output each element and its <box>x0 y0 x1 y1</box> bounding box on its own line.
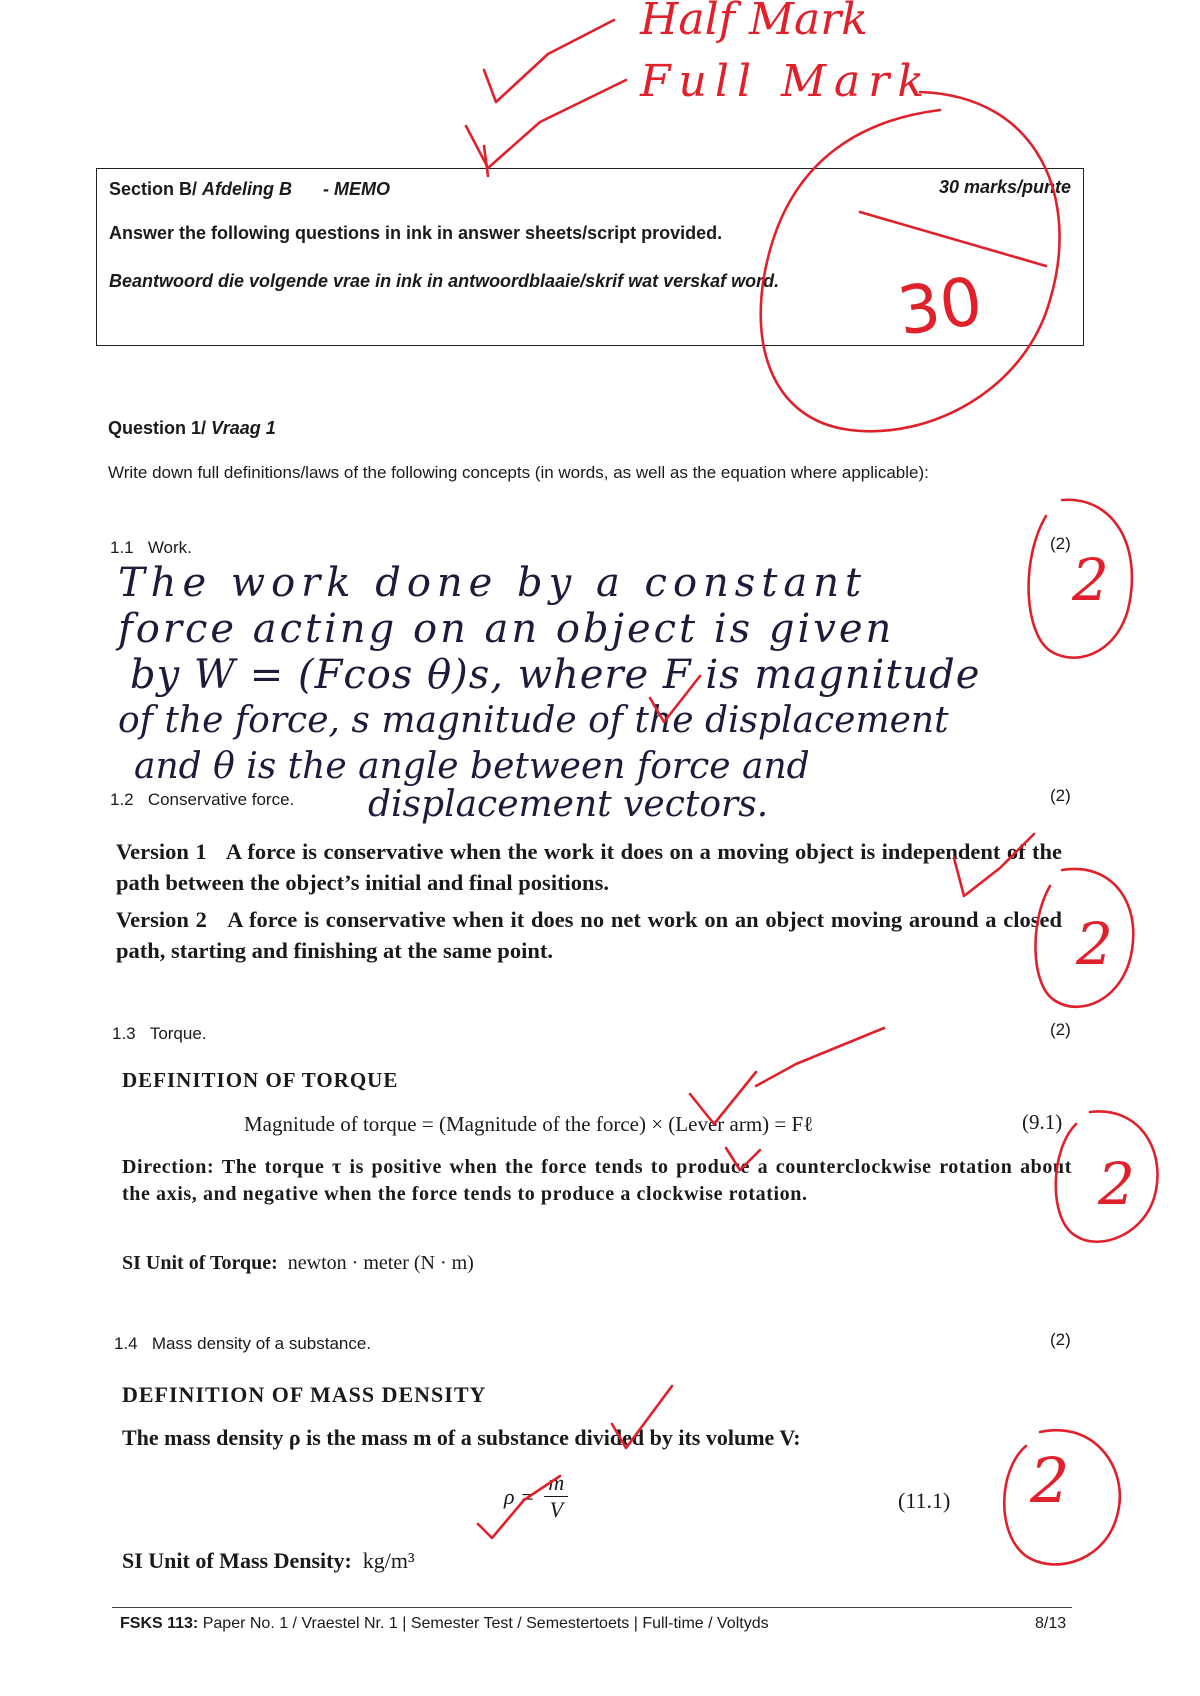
handwritten-line: of the force, s magnitude of the displacement <box>118 700 949 741</box>
question-title: Question 1/ Vraag 1 <box>108 418 276 438</box>
density-heading: DEFINITION OF MASS DENSITY <box>122 1382 487 1407</box>
score-1-3: 2 <box>1098 1150 1135 1218</box>
torque-si-unit: SI Unit of Torque: newton · meter (N · m) <box>122 1252 474 1274</box>
total-score: 30 <box>893 262 987 351</box>
section-marks: 30 marks/punte <box>938 177 1071 197</box>
density-definition: The mass density ρ is the mass m of a substance divided by its volume V: <box>122 1425 801 1450</box>
page-footer: FSKS 113: Paper No. 1 / Vraestel Nr. 1 | Semester Test / Semestertoets | Full-time / Voltyds <box>120 1615 769 1632</box>
score-1-4: 2 <box>1030 1444 1070 1517</box>
handwritten-line: force acting on an object is given <box>118 606 895 652</box>
legend-full-tick <box>466 80 626 168</box>
item-1-4-label: 1.4 Mass density of a substance. <box>114 1334 372 1353</box>
question-instruction: Write down full definitions/laws of the following concepts (in words, as well as the equation where applicable): <box>108 463 929 482</box>
score-1-1: 2 <box>1072 546 1109 614</box>
density-denominator: V <box>549 1497 564 1522</box>
page-number: 8/13 <box>1035 1615 1067 1632</box>
item-1-4-marks: (2) <box>1050 1330 1071 1349</box>
torque-direction: Direction: The torque τ is positive when the force tends to produce a counterclockwise rotation about the axis, and negative when the force tends to produce a clockwise rotation. <box>122 1156 1072 1205</box>
item-1-2-marks: (2) <box>1050 786 1071 805</box>
footer-divider <box>112 1607 1072 1608</box>
item-1-1-label: 1.1 Work. <box>110 538 192 557</box>
handwritten-answer <box>118 560 1118 828</box>
handwritten-line: displacement vectors. <box>368 784 769 825</box>
handwritten-line: and θ is the angle between force and <box>134 746 810 787</box>
legend-half-tick <box>484 20 614 102</box>
item-1-3-marks: (2) <box>1050 1020 1071 1039</box>
tick-1-3c <box>756 1028 884 1086</box>
version-1-definition: Version 1 A force is conservative when the work it does on a moving object is independent of the path between the object’s initial and final positions. <box>116 839 1062 895</box>
handwritten-line: The work done by a constant <box>118 560 868 606</box>
half-mark-annotation: Half Mark <box>640 0 868 45</box>
torque-equation: Magnitude of torque = (Magnitude of the force) × (Lever arm) = Fℓ <box>244 1112 814 1136</box>
item-1-2-label: 1.2 Conservative force. <box>110 790 295 809</box>
section-instruction-en: Answer the following questions in ink in answer sheets/script provided. <box>109 223 723 243</box>
density-equation-number: (11.1) <box>898 1488 951 1513</box>
section-title: Section B/ Afdeling B - MEMO <box>109 179 391 199</box>
full-mark-annotation: Full Mark <box>640 56 932 107</box>
torque-equation-number: (9.1) <box>1022 1110 1063 1134</box>
torque-heading: DEFINITION OF TORQUE <box>122 1068 399 1092</box>
section-instruction-af: Beantwoord die volgende vrae in ink in antwoordblaaie/skrif wat verskaf word. <box>109 271 780 291</box>
handwritten-line: by W = (Fcos θ)s, where F is magnitude <box>130 652 981 698</box>
version-2-definition: Version 2 A force is conservative when it does no net work on an object moving around a closed path, starting and finishing at the same point. <box>116 907 1062 963</box>
density-equation: ρ = $\frac{m}{V}$ <box>504 1470 568 1523</box>
density-si-unit: SI Unit of Mass Density: kg/m³ <box>122 1548 415 1573</box>
score-1-2: 2 <box>1076 910 1113 978</box>
item-1-3-label: 1.3 Torque. <box>112 1024 207 1043</box>
density-numerator: m <box>544 1470 568 1497</box>
item-1-1-marks: (2) <box>1050 534 1071 553</box>
